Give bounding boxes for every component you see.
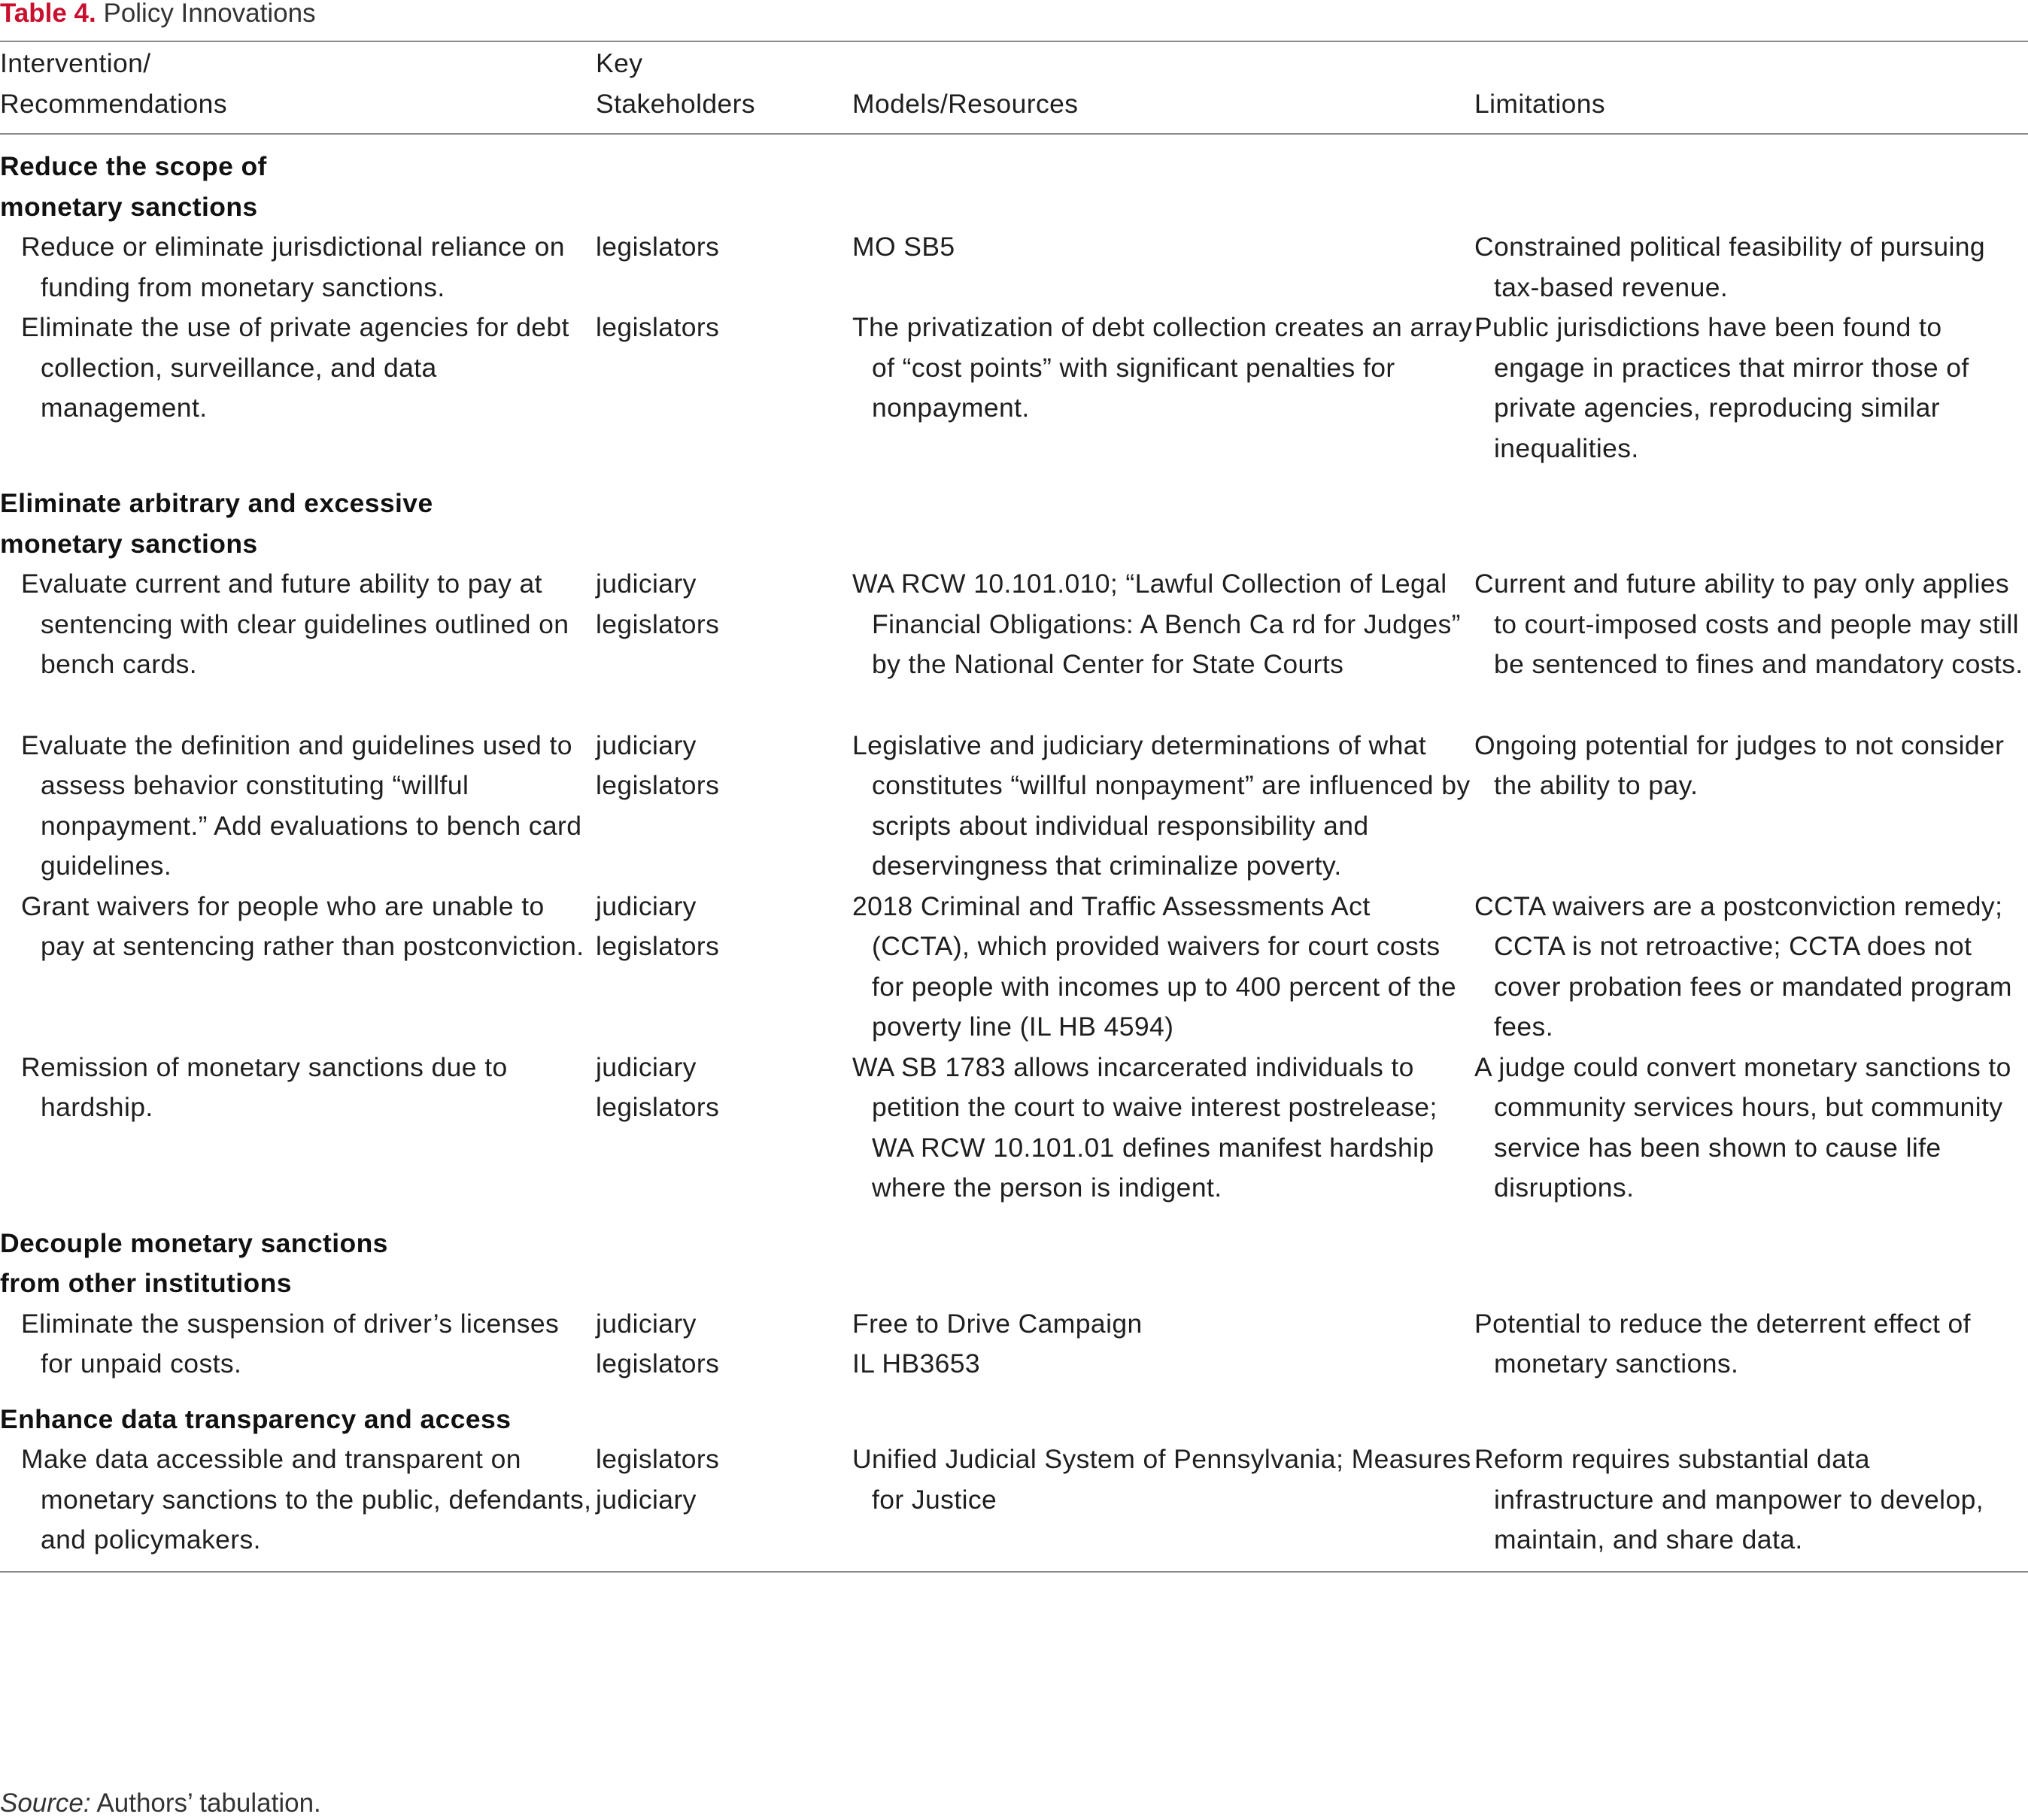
models-cell [852,1439,1474,1572]
section-heading-line2: monetary sanctions [0,191,258,222]
models-text: WA SB 1783 allows incarcerated individuals to petition the court to waive interest postrelease; WA RCW 10.101.01 defines manifest hardship where the person is indigent. [852,1051,1438,1203]
models-text-line1: Free to Drive Campaign [852,1308,1143,1339]
intervention-cell [0,308,596,469]
limitations-cell [1474,308,2028,469]
section-heading-line2: monetary sanctions [0,528,258,559]
table-title: Policy Innovations [103,0,316,28]
section-heading [0,469,2028,564]
stakeholder: legislators [596,1092,720,1122]
column-header-limitations: Limitations [1474,44,2028,134]
table-row [0,726,2028,887]
table-row [0,564,2028,726]
section-row [0,134,2028,227]
section-heading [0,1209,2028,1304]
intervention-cell [0,227,596,308]
table-row [0,227,2028,308]
intervention-text: Eliminate the use of private agencies for debt collection, surveillance, and data management. [21,312,569,423]
models-cell [852,887,1474,1048]
limitations-text: A judge could convert monetary sanctions to community services hours, but community service has been shown to cause life disruptions. [1474,1051,2011,1203]
intervention-cell [0,726,596,887]
intervention-text: Make data accessible and transparent on monetary sanctions to the public, defendants, and policymakers. [21,1444,592,1555]
models-cell [852,726,1474,887]
stakeholders-cell [596,726,852,887]
stakeholders-cell [596,308,852,469]
stakeholder: judiciary [596,569,697,599]
stakeholder: judiciary [596,730,697,760]
models-text: WA RCW 10.101.010; “Lawful Collection of Legal Financial Obligations: A Bench Ca rd for Judges” by the National Center for State Courts [852,569,1461,679]
stakeholders-cell [596,564,852,726]
models-text-line2: IL HB3653 [852,1348,981,1379]
stakeholder: judiciary [596,1308,697,1339]
limitations-text: CCTA waivers are a postconviction remedy; CCTA is not retroactive; CCTA does not cover probation fees or mandated program fees. [1474,890,2012,1042]
stakeholder: legislators [596,1348,720,1379]
stakeholder: legislators [596,232,720,262]
limitations-cell [1474,726,2028,887]
table-row [0,887,2028,1048]
limitations-cell [1474,227,2028,308]
policy-table [0,44,2028,1573]
stakeholders-cell [596,227,852,308]
models-text: MO SB5 [852,232,955,262]
limitations-text: Constrained political feasibility of pursuing tax-based revenue. [1474,232,1986,302]
stakeholder: legislators [596,1444,720,1474]
section-row [0,469,2028,564]
intervention-text: Evaluate current and future ability to pay at sentencing with clear guidelines outlined on bench cards. [21,569,569,679]
stakeholder: judiciary [596,1484,697,1515]
stakeholder: legislators [596,931,720,961]
intervention-cell [0,1304,596,1385]
stakeholder: judiciary [596,1051,697,1082]
source-label: Source: [0,1788,91,1818]
limitations-text: Reform requires substantial data infrastructure and manpower to develop, maintain, and share data. [1474,1444,1984,1555]
stakeholders-cell [596,1304,852,1385]
section-heading: Enhance data transparency and access [0,1403,512,1434]
table-row [0,1048,2028,1209]
intervention-text: Evaluate the definition and guidelines used to assess behavior constituting “willful nonpayment.” Add evaluations to bench card guidelines. [21,730,582,881]
section-row [0,1385,2028,1440]
column-header-intervention-line1: Intervention/ [0,48,151,78]
limitations-cell [1474,887,2028,1048]
section-row [0,1209,2028,1304]
models-cell [852,564,1474,726]
column-header-intervention [0,44,596,134]
table-row [0,1304,2028,1385]
intervention-cell [0,1048,596,1209]
intervention-text: Reduce or eliminate jurisdictional reliance on funding from monetary sanctions. [21,232,565,302]
models-cell [852,308,1474,469]
source-text: Authors’ tabulation. [90,1788,321,1818]
models-cell [852,1304,1474,1385]
intervention-cell [0,887,596,1048]
models-text: Legislative and judiciary determinations of what constitutes “willful nonpayment” are influenced by scripts about individual responsibility and deservingness that criminalize poverty. [852,730,1471,881]
models-text: 2018 Criminal and Traffic Assessments Act (CCTA), which provided waivers for court costs for people with incomes up to 400 percent of the poverty line (IL HB 4594) [852,890,1457,1042]
limitations-text: Current and future ability to pay only applies to court-imposed costs and people may still be sentenced to fines and mandatory costs. [1474,569,2023,679]
section-heading-line1: Reduce the scope of [0,151,267,181]
intervention-text: Grant waivers for people who are unable to pay at sentencing rather than postconviction. [21,890,584,961]
intervention-text: Remission of monetary sanctions due to hardship. [21,1051,508,1122]
models-text: Unified Judicial System of Pennsylvania; Measures for Justice [852,1444,1471,1515]
limitations-cell [1474,1048,2028,1209]
section-heading-line1: Decouple monetary sanctions [0,1227,388,1258]
column-header-stakeholders [596,44,852,134]
limitations-text: Ongoing potential for judges to not consider the ability to pay. [1474,730,2005,800]
table-number: Table 4. [0,0,96,28]
stakeholders-cell [596,1048,852,1209]
column-header-models: Models/Resources [852,44,1474,134]
stakeholder: legislators [596,770,720,800]
top-rule [0,41,2028,42]
table-source-note [0,1788,321,1818]
limitations-cell [1474,564,2028,726]
stakeholder: judiciary [596,890,697,921]
table-row [0,1439,2028,1572]
limitations-cell [1474,1439,2028,1572]
models-text: The privatization of debt collection creates an array of “cost points” with significant penalties for nonpayment. [852,312,1473,423]
column-header-intervention-line2: Recommendations [0,88,227,119]
stakeholder: legislators [596,608,720,639]
limitations-text: Public jurisdictions have been found to engage in practices that mirror those of private agencies, reproducing similar inequalities. [1474,312,1969,463]
intervention-cell [0,564,596,726]
limitations-cell [1474,1304,2028,1385]
table-caption [0,0,316,38]
stakeholders-cell [596,887,852,1048]
limitations-text: Potential to reduce the deterrent effect of monetary sanctions. [1474,1308,1971,1379]
models-cell [852,227,1474,308]
models-cell [852,1048,1474,1209]
column-header-stakeholders-line1: Key [596,48,643,78]
stakeholders-cell [596,1439,852,1572]
header-row [0,44,2028,134]
section-heading-line2: from other institutions [0,1268,292,1298]
section-heading [0,134,2028,227]
table-row [0,308,2028,469]
section-heading-line1: Eliminate arbitrary and excessive [0,488,433,518]
intervention-text: Eliminate the suspension of driver’s licenses for unpaid costs. [21,1308,560,1379]
column-header-stakeholders-line2: Stakeholders [596,88,756,119]
stakeholder: legislators [596,312,720,342]
intervention-cell [0,1439,596,1572]
